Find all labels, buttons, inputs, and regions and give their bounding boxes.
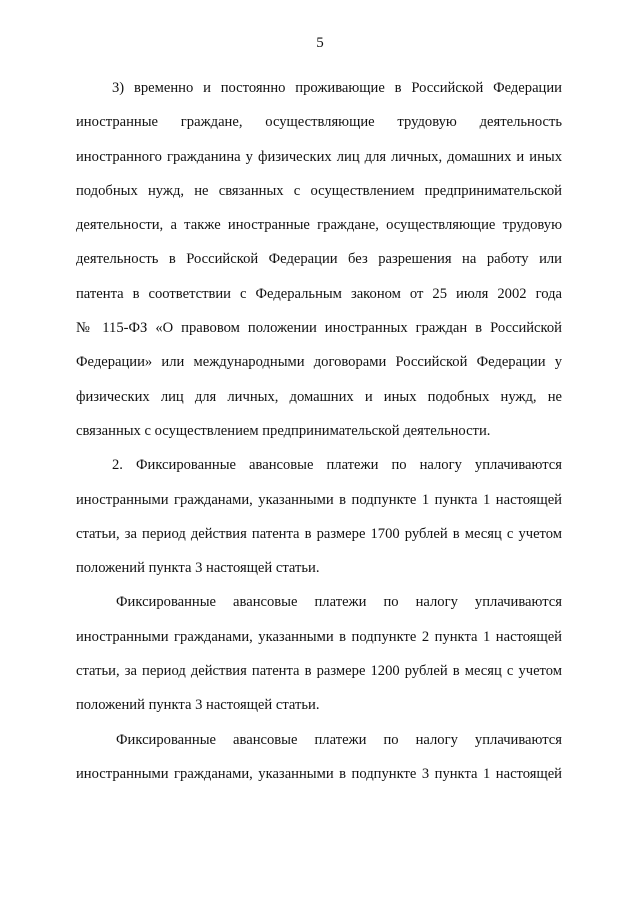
- text-line: иностранными гражданами, указанными в подпункте 2 пункта 1 настоящей: [76, 628, 562, 645]
- text-line: подобных нужд, не связанных с осуществлением предпринимательской: [76, 182, 562, 199]
- text-line: иностранные граждане, осуществляющие трудовую деятельность: [76, 114, 562, 131]
- text-line: положений пункта 3 настоящей статьи.: [76, 560, 320, 577]
- text-line: физических лиц для личных, домашних и иных подобных нужд, не: [76, 388, 562, 405]
- text-line: положений пункта 3 настоящей статьи.: [76, 697, 320, 714]
- text-line: Федерации» или международными договорами Российской Федерации у: [76, 354, 562, 371]
- text-line: Фиксированные авансовые платежи по налогу уплачиваются: [116, 731, 562, 748]
- document-body: [76, 71, 562, 791]
- text-line: № 115-ФЗ «О правовом положении иностранных граждан в Российской: [76, 320, 562, 337]
- text-line: деятельности, а также иностранные граждане, осуществляющие трудовую: [76, 217, 562, 234]
- text-line: статьи, за период действия патента в размере 1200 рублей в месяц с учетом: [76, 663, 562, 680]
- text-line: 2. Фиксированные авансовые платежи по налогу уплачиваются: [112, 457, 562, 474]
- paragraph-advance-payments-subitem-3: [76, 723, 562, 792]
- text-line: иностранными гражданами, указанными в подпункте 3 пункта 1 настоящей: [76, 765, 562, 782]
- text-line: статьи, за период действия патента в размере 1700 рублей в месяц с учетом: [76, 525, 562, 542]
- paragraph-subitem-3: [76, 71, 562, 448]
- text-line: иностранными гражданами, указанными в подпункте 1 пункта 1 настоящей: [76, 491, 562, 508]
- text-line: Фиксированные авансовые платежи по налогу уплачиваются: [116, 594, 562, 611]
- text-line: 3) временно и постоянно проживающие в Российской Федерации: [112, 80, 562, 96]
- paragraph-advance-payments-subitem-2: [76, 585, 562, 722]
- page-number: 5: [316, 35, 324, 51]
- text-line: иностранного гражданина у физических лиц для личных, домашних и иных: [76, 148, 562, 165]
- text-line: связанных с осуществлением предпринимательской деятельности.: [76, 422, 491, 439]
- text-line: патента в соответствии с Федеральным законом от 25 июля 2002 года: [76, 285, 562, 302]
- text-line: деятельность в Российской Федерации без разрешения на работу или: [76, 251, 562, 268]
- paragraph-point-2: [76, 448, 562, 585]
